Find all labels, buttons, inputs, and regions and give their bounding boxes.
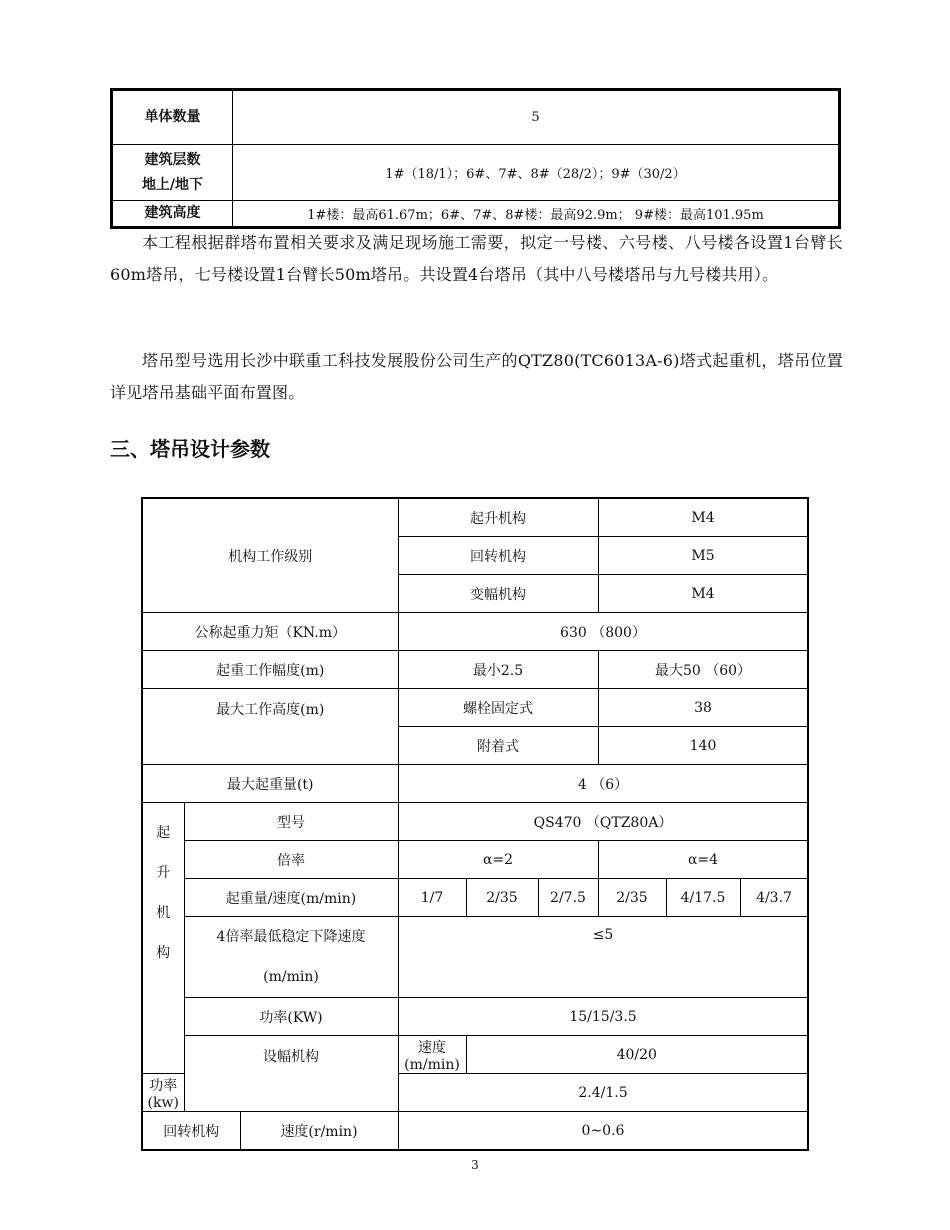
load-speed-value: 4/3.7 [740, 879, 808, 917]
nominal-moment-label: 公称起重力矩（KN.m） [142, 613, 398, 651]
load-speed-value: 2/7.5 [538, 879, 598, 917]
table-row [142, 879, 808, 917]
work-range-min: 最小2.5 [398, 651, 598, 689]
section-title: 三、塔吊设计参数 [110, 437, 270, 461]
table-row [142, 998, 808, 1036]
luffing-power-value: 2.4/1.5 [398, 1074, 808, 1112]
descent-speed-value: ≤5 [398, 917, 808, 998]
height-type: 附着式 [398, 727, 598, 765]
descent-speed-label [184, 917, 398, 998]
load-speed-value: 1/7 [398, 879, 466, 917]
table-row [142, 841, 808, 879]
descent-label-line: 4倍率最低稳定下降速度 [216, 929, 366, 945]
mechanism-name: 起升机构 [398, 498, 598, 537]
ratio-label: 倍率 [184, 841, 398, 879]
hoist-power-value: 15/15/3.5 [398, 998, 808, 1036]
height-value: 38 [598, 689, 808, 727]
page-number: 3 [471, 1158, 479, 1172]
work-range-label: 起重工作幅度(m) [142, 651, 398, 689]
luffing-speed-label: 速度(m/min) [398, 1036, 466, 1074]
slewing-speed-value: 0~0.6 [398, 1112, 808, 1151]
height-value: 140 [598, 727, 808, 765]
luffing-power-label: 功率(kw) [142, 1074, 184, 1112]
building-info-table [110, 88, 841, 229]
row-label-line: 建筑层数 [144, 151, 201, 168]
group-char: 升 [156, 865, 171, 881]
nominal-moment-value: 630 （800） [398, 613, 808, 651]
row-label-line: 地上/地下 [141, 176, 204, 193]
hoist-power-label: 功率(KW) [184, 998, 398, 1036]
max-height-label: 最大工作高度(m) [142, 689, 398, 765]
mechanism-value: M4 [598, 498, 808, 537]
row-value: 1#楼：最高61.67m；6#、7#、8#楼：最高92.9m； 9#楼：最高101.95m [233, 201, 840, 228]
max-load-value: 4 （6） [398, 765, 808, 803]
group-char: 构 [156, 945, 171, 961]
table-row [142, 803, 808, 841]
table-row [142, 498, 808, 537]
slewing-group-label: 回转机构 [142, 1112, 240, 1151]
row-label: 单体数量 [112, 90, 233, 145]
slewing-speed-label: 速度(r/min) [240, 1112, 398, 1151]
mechanism-value: M4 [598, 575, 808, 613]
hoist-model-label: 型号 [184, 803, 398, 841]
work-level-label: 机构工作级别 [142, 498, 398, 613]
group-char: 机 [156, 905, 171, 921]
group-char: 起 [156, 825, 171, 841]
ratio-value: α=2 [398, 841, 598, 879]
mechanism-value: M5 [598, 537, 808, 575]
load-speed-value: 2/35 [598, 879, 666, 917]
table-row [142, 689, 808, 727]
body-paragraph: 本工程根据群塔布置相关要求及满足现场施工需要，拟定一号楼、六号楼、八号楼各设置1台臂长60m塔吊，七号楼设置1台臂长50m塔吊。共设置4台塔吊（其中八号楼塔吊与九号楼共用）。 [110, 233, 843, 284]
mechanism-name: 变幅机构 [398, 575, 598, 613]
row-value: 5 [233, 90, 840, 145]
table-row [112, 145, 840, 201]
table-row [142, 917, 808, 998]
luffing-speed-value: 40/20 [466, 1036, 808, 1074]
table-row [142, 1036, 808, 1074]
max-load-label: 最大起重量(t) [142, 765, 398, 803]
body-paragraph: 塔吊型号选用长沙中联重工科技发展股份公司生产的QTZ80(TC6013A-6)塔式起重机，塔吊位置详见塔吊基础平面布置图。 [110, 351, 843, 402]
table-row [142, 613, 808, 651]
hoist-group-label [142, 803, 184, 1074]
mechanism-name: 回转机构 [398, 537, 598, 575]
load-speed-label: 起重量/速度(m/min) [184, 879, 398, 917]
luffing-group-label: 设幅机构 [184, 1036, 398, 1112]
load-speed-value: 4/17.5 [666, 879, 740, 917]
row-label [112, 145, 233, 201]
height-type: 螺栓固定式 [398, 689, 598, 727]
table-row [142, 765, 808, 803]
table-row [142, 1112, 808, 1151]
descent-label-line: (m/min) [263, 969, 319, 985]
ratio-value: α=4 [598, 841, 808, 879]
row-value: 1#（18/1）；6#、7#、8#（28/2）；9#（30/2） [233, 145, 840, 201]
row-label: 建筑高度 [112, 201, 233, 228]
crane-parameter-table [141, 497, 809, 1151]
table-row [112, 201, 840, 228]
work-range-max: 最大50 （60） [598, 651, 808, 689]
table-row [112, 90, 840, 145]
hoist-model-value: QS470 （QTZ80A） [398, 803, 808, 841]
table-row [142, 651, 808, 689]
load-speed-value: 2/35 [466, 879, 538, 917]
